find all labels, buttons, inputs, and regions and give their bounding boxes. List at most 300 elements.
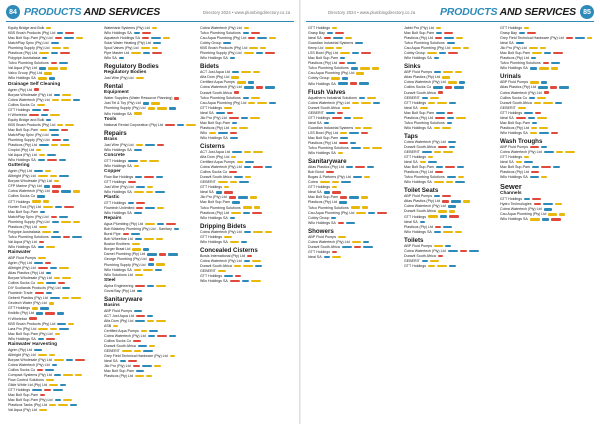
listing-marker — [147, 285, 154, 287]
listing-marker — [223, 42, 231, 44]
listing-marker — [332, 181, 339, 183]
listing-marker — [135, 274, 143, 276]
company-name: National Rental Corporation (Pty) Ltd — [104, 122, 163, 127]
company-name: Tufco Plumbing Solutions — [8, 61, 49, 66]
listing-marker — [145, 223, 155, 225]
listing-marker — [251, 280, 261, 282]
listing-marker — [434, 151, 441, 153]
company-listing — [308, 151, 400, 156]
company-name: Wilo Holdings SA — [404, 125, 432, 130]
listing-marker — [361, 52, 371, 54]
company-listing — [200, 136, 292, 141]
listing-marker — [537, 117, 547, 119]
category-heading: Dripping Bidets — [200, 222, 247, 230]
company-name: Duravit South Africa — [404, 144, 436, 149]
company-name: Plumbing Supply (Pty) Ltd — [104, 106, 146, 111]
company-name: H Whelebar — [8, 112, 27, 117]
company-name: GTT Holdings — [308, 26, 331, 30]
company-name: KBS Brush Products (Pty) Ltd — [8, 122, 56, 127]
listing-marker — [463, 47, 469, 49]
company-name: Equity Bridge and Bulk — [8, 26, 45, 30]
listing-marker — [128, 360, 137, 362]
company-name: Just Tel & Toy (Pty) Ltd — [104, 101, 141, 106]
listing-marker — [243, 265, 253, 267]
listing-marker — [40, 129, 47, 131]
listing-marker — [32, 389, 42, 391]
listing-marker — [75, 359, 85, 361]
company-name: Wilo Solutions Ltd — [104, 272, 133, 277]
company-name: Mac Bolt Sup-Pam — [8, 127, 38, 132]
company-name: Bowls International (Pty) Ltd — [200, 253, 245, 258]
company-name: Wilo Holdings SA — [200, 239, 228, 244]
company-name: Geberit Plastics (Pty) Ltd — [8, 296, 48, 301]
listing-marker — [218, 181, 228, 183]
listing-marker — [356, 72, 364, 74]
category-heading: Repairs — [104, 129, 127, 137]
listing-marker — [154, 365, 161, 367]
category-heading: Toilets — [404, 236, 424, 244]
company-name: GTT Holdings — [500, 197, 523, 202]
listing-marker — [435, 171, 443, 173]
listing-marker — [136, 77, 144, 79]
listing-marker — [63, 374, 73, 376]
listing-marker — [155, 191, 165, 193]
company-name: Mac Bolt Sup-Pam — [200, 200, 230, 205]
section-title-products: PRODUCTS — [439, 6, 498, 18]
company-name: GTT Holdings — [8, 306, 31, 311]
listing-marker — [128, 160, 138, 162]
listing-marker — [70, 404, 77, 406]
company-name: Allbright (Pty) Ltd — [8, 266, 36, 271]
listing-marker — [134, 350, 141, 352]
listing-marker — [58, 404, 68, 406]
listing-marker — [231, 156, 236, 158]
company-name: Pipe Master Ltd — [104, 51, 130, 56]
company-name: Tufco Plumbing Solutions — [200, 31, 241, 36]
company-name: Bob Bond — [308, 170, 324, 175]
listing-marker — [351, 206, 360, 208]
listing-marker — [438, 210, 447, 212]
category-heading: Sanitaryware — [104, 295, 143, 303]
listing-marker — [149, 258, 154, 260]
listing-marker — [428, 161, 437, 163]
company-name: Mac Bolt Sup-Pam (Pty) Ltd — [8, 398, 53, 403]
listing-marker — [244, 260, 250, 262]
listing-marker — [538, 86, 548, 88]
listing-marker — [142, 37, 149, 39]
listing-marker — [346, 222, 355, 224]
listing-marker — [66, 359, 73, 361]
company-name: Wilo Holdings SA — [8, 158, 36, 163]
listing-marker — [342, 246, 352, 248]
company-name: Grey Field Technical Hardware (Pty) Ltd — [500, 36, 564, 41]
listing-marker — [68, 323, 74, 325]
listing-marker — [436, 166, 443, 168]
listing-marker — [539, 132, 549, 134]
company-name: Wilo Holdings SA — [104, 189, 132, 194]
company-name: Mac Bolt Sup-Pam — [200, 120, 230, 125]
company-name: Croplot (Pty) Ltd — [8, 148, 35, 153]
listing-marker — [353, 117, 363, 119]
company-name: Cobra Watertech (Pty) Ltd — [404, 139, 446, 144]
company-name: Plasticos (Pty) Ltd — [404, 36, 433, 41]
listing-marker — [355, 42, 363, 44]
listing-marker — [146, 191, 153, 193]
section-title-services: AND SERVICES — [497, 6, 576, 18]
company-name: Flow Control Solutions — [8, 378, 44, 383]
listing-column — [308, 26, 400, 418]
listing-marker — [336, 47, 342, 49]
company-name: GTT Holdings — [200, 105, 223, 110]
listing-marker — [555, 203, 562, 205]
category-heading: Sewer — [500, 182, 522, 192]
listing-marker — [342, 107, 350, 109]
listing-marker — [49, 77, 55, 79]
company-name: Lara Pro (Pty) Ltd — [8, 326, 37, 331]
listing-marker — [239, 181, 249, 183]
company-listing — [308, 221, 400, 226]
company-name: Duravit South Africa — [404, 90, 436, 95]
listing-marker — [351, 67, 358, 69]
company-name: LSS Bowl (Pty) Ltd — [308, 130, 339, 135]
listing-marker — [320, 181, 330, 183]
listing-marker — [61, 99, 71, 101]
company-name: Cobra Watertech (Pty) Ltd — [404, 248, 446, 253]
listing-marker — [52, 364, 57, 366]
listing-columns — [308, 26, 592, 418]
listing-marker — [456, 117, 466, 119]
listing-marker — [531, 57, 536, 59]
company-name: Duravit South Africa — [404, 253, 436, 258]
listing-marker — [331, 77, 340, 79]
listing-marker — [40, 394, 45, 396]
company-name: Mac Bolt Sup-Pam — [308, 195, 338, 200]
company-name: Tufco Plumbing Solutions — [308, 205, 349, 210]
listing-marker — [123, 233, 129, 235]
listing-marker — [133, 340, 141, 342]
listing-marker — [144, 176, 154, 178]
listing-marker — [65, 124, 74, 126]
company-name: Collins Socks Co — [8, 367, 36, 372]
listing-marker — [363, 241, 369, 243]
company-name: Certified Aqua Pumps — [200, 160, 235, 165]
company-name: Tufco Plumbing Solutions — [404, 175, 445, 180]
listing-marker — [39, 144, 49, 146]
company-name: Agrim (Pty) Ltd — [8, 169, 32, 174]
listing-marker — [59, 267, 69, 269]
listing-marker — [46, 119, 51, 121]
listing-marker — [256, 52, 263, 54]
listing-marker — [36, 312, 43, 314]
company-name: Cobra Watertech (Pty) Ltd — [104, 333, 146, 338]
company-name: Cobra Watertech (Pty) Ltd — [404, 204, 446, 209]
listing-marker — [430, 260, 439, 262]
listing-marker — [156, 263, 165, 265]
listing-marker — [349, 196, 359, 198]
listing-marker — [332, 251, 337, 253]
company-listing — [404, 56, 496, 61]
listing-marker — [447, 117, 454, 119]
listing-marker — [45, 312, 55, 314]
listing-marker — [347, 62, 356, 64]
listing-marker — [455, 71, 462, 73]
listing-marker — [59, 62, 68, 64]
listing-marker — [63, 47, 69, 49]
listing-marker — [143, 269, 153, 271]
listing-marker — [152, 27, 157, 29]
listing-marker — [54, 180, 59, 182]
listing-marker — [543, 62, 549, 64]
listing-marker — [238, 196, 248, 198]
company-name: Wilo Holdings SA — [200, 56, 228, 61]
listing-marker — [434, 127, 440, 129]
listing-marker — [148, 335, 155, 337]
company-name: Duravit South Africa — [200, 263, 232, 268]
listing-marker — [543, 102, 553, 104]
listing-marker — [575, 37, 585, 39]
company-name: Wilo Holdings SA — [8, 76, 36, 81]
listing-marker — [333, 37, 343, 39]
listing-marker — [269, 37, 276, 39]
listing-marker — [37, 195, 45, 197]
company-name: Atlas Plastics (Pty) Ltd — [404, 199, 440, 204]
listing-marker — [446, 181, 453, 183]
listing-marker — [326, 112, 335, 114]
listing-marker — [443, 231, 453, 233]
subcategory-heading: Brass — [104, 136, 118, 142]
listing-marker — [55, 37, 62, 39]
listing-marker — [556, 151, 563, 153]
listing-marker — [151, 37, 161, 39]
listing-marker — [443, 226, 452, 228]
category-heading: Sanitaryware — [308, 158, 347, 166]
company-listing — [8, 408, 100, 413]
company-name: Borpax Wholesale (Pty) Ltd — [8, 276, 52, 281]
company-name: Guardian Industrial Systems — [308, 125, 354, 130]
company-name: Plumbing Supply (Pty) Ltd — [200, 51, 242, 56]
listing-marker — [37, 282, 44, 284]
listing-marker — [539, 127, 548, 129]
listing-marker — [541, 146, 547, 148]
listing-marker — [224, 275, 233, 277]
company-name: Jabbi Pro (Pty) Ltd — [404, 26, 434, 30]
company-name: Agrim (Pty) Ltd — [8, 87, 32, 92]
company-name: Tufco Plumbing Solutions — [8, 234, 49, 239]
listing-marker — [168, 253, 178, 255]
listing-marker — [62, 94, 71, 96]
listing-marker — [442, 76, 450, 78]
listing-marker — [136, 207, 143, 209]
listing-marker — [135, 238, 142, 240]
listing-marker — [447, 176, 456, 178]
company-name: Val Aqua (Pty) Ltd — [8, 239, 37, 244]
company-name: Bob Wheelbar Ltd — [104, 237, 133, 242]
listing-marker — [565, 151, 575, 153]
company-name: Duravit South Africa — [404, 209, 436, 214]
listing-marker — [435, 37, 442, 39]
listing-marker — [131, 52, 141, 54]
listing-marker — [327, 32, 333, 34]
category-heading: Cisterns — [200, 142, 225, 150]
listing-marker — [269, 102, 276, 104]
company-name: Cobra Watertech (Pty) Ltd — [500, 207, 542, 212]
listing-marker — [448, 250, 458, 252]
company-name: Wilo — [200, 130, 207, 135]
company-name: Cobra Watertech (Pty) Ltd — [308, 239, 350, 244]
listing-marker — [248, 102, 255, 104]
listing-marker — [61, 129, 68, 131]
company-name: Cau Aqua Plumbing (Pty) Ltd — [200, 100, 247, 105]
listing-marker — [458, 176, 464, 178]
company-name: Wilo Holdings SA — [200, 215, 228, 220]
listing-marker — [459, 81, 465, 83]
listing-marker — [455, 231, 462, 233]
company-name: Wilo Holdings SA — [104, 111, 132, 116]
listing-marker — [555, 102, 562, 104]
company-name: Jilo Pro (Pty) Ltd — [104, 364, 131, 369]
listing-marker — [147, 320, 154, 322]
company-name: Plasticos (Pty) Ltd — [500, 56, 529, 61]
listing-marker — [265, 231, 272, 233]
listing-marker — [136, 144, 143, 146]
company-name: Cobby Group — [308, 215, 330, 220]
listing-marker — [529, 97, 535, 99]
company-name: Wilo Holdings SA — [104, 147, 132, 152]
listing-marker — [50, 175, 57, 177]
listing-marker — [436, 32, 442, 34]
listing-marker — [148, 107, 155, 109]
listing-marker — [439, 52, 446, 54]
section-title — [440, 6, 576, 18]
company-name: Cobra Watertech (Pty) Ltd — [8, 362, 50, 367]
listing-marker — [239, 127, 248, 129]
listing-marker — [332, 256, 341, 258]
listing-marker — [134, 149, 142, 151]
listing-marker — [345, 37, 352, 39]
company-name: Plasticos (Pty) Ltd — [200, 125, 229, 130]
listing-marker — [335, 32, 344, 34]
listing-marker — [530, 67, 537, 69]
listing-marker — [531, 171, 539, 173]
company-name: Hunter Tool (Pty) Ltd — [8, 204, 41, 209]
company-name: Equity Bridge and Bulk — [8, 117, 45, 122]
listing-marker — [55, 333, 60, 335]
company-name: ABP Fluid Pumps — [8, 255, 37, 260]
listing-marker — [242, 280, 249, 282]
listing-marker — [449, 210, 455, 212]
company-name: Grasp Bay — [500, 31, 517, 36]
listing-marker — [32, 200, 41, 202]
listing-marker — [420, 221, 425, 223]
company-name: Flowtech Trade — [8, 291, 33, 296]
listing-marker — [265, 86, 275, 88]
company-name: Certified Aqua Pumps — [200, 80, 235, 85]
company-name: Plasticos (Pty) Ltd — [500, 125, 529, 130]
listing-marker — [71, 297, 81, 299]
company-name: Water Supplies (Water Resource Planning) — [104, 96, 173, 101]
listing-marker — [356, 212, 366, 214]
listing-marker — [51, 52, 58, 54]
company-name: Collins Socks Co — [8, 102, 36, 107]
listing-marker — [448, 81, 457, 83]
listing-marker — [58, 282, 65, 284]
listing-marker — [351, 147, 361, 149]
company-name: Atlas Plastics (Pty) Ltd — [404, 75, 440, 80]
listing-marker — [368, 212, 375, 214]
company-name: Aquatherm Industrial Solutions — [308, 95, 357, 100]
company-name: Mac Bolt Sup-Pam — [104, 369, 134, 374]
listing-marker — [39, 154, 45, 156]
category-heading: Flush Valves — [308, 88, 346, 96]
listing-marker — [134, 32, 140, 34]
listing-marker — [438, 91, 443, 93]
listing-marker — [76, 37, 83, 39]
listing-marker — [73, 221, 80, 223]
listing-marker — [362, 206, 368, 208]
listing-marker — [156, 285, 166, 287]
listing-marker — [534, 102, 541, 104]
company-listing — [104, 289, 196, 294]
subcategory-heading: Basins — [104, 302, 120, 308]
listing-marker — [156, 176, 163, 178]
listing-marker — [232, 71, 239, 73]
listing-marker — [39, 67, 46, 69]
listing-marker — [55, 399, 61, 401]
listing-marker — [131, 233, 140, 235]
company-name: Valco Group (Pty) Ltd — [8, 71, 43, 76]
company-name: Allbright (Pty) Ltd — [8, 352, 36, 357]
listing-marker — [163, 37, 170, 39]
listing-marker — [40, 307, 49, 309]
listing-marker — [361, 132, 368, 134]
listing-marker — [134, 310, 142, 312]
company-name: GEBERIT — [404, 95, 420, 100]
listing-marker — [230, 132, 237, 134]
listing-marker — [177, 124, 184, 126]
listing-column — [104, 26, 196, 418]
listing-marker — [544, 52, 551, 54]
company-name: Cobra Watertech (Pty) Ltd — [8, 189, 50, 194]
listing-marker — [527, 32, 536, 34]
company-listing — [308, 82, 400, 87]
listing-marker — [340, 52, 350, 54]
company-name: Plasticos (Pty) Ltd — [8, 224, 37, 229]
company-name: Cobra Watertech (Pty) Ltd — [500, 90, 542, 95]
listing-marker — [359, 82, 369, 84]
subcategory-heading: Channels — [500, 191, 522, 197]
listing-marker — [244, 231, 251, 233]
company-name: H Whelebar — [8, 316, 27, 321]
company-name: Tufco Plumbing Solutions — [404, 41, 445, 46]
listing-marker — [149, 345, 155, 347]
company-name: Wilo Holdings SA — [104, 267, 132, 272]
header-divider — [306, 21, 594, 22]
listing-marker — [57, 323, 66, 325]
listing-marker — [132, 248, 141, 250]
listing-marker — [216, 191, 222, 193]
listing-marker — [59, 175, 69, 177]
company-name: GEBERIT — [200, 268, 216, 273]
listing-marker — [251, 32, 260, 34]
company-name: Val Aqua (Pty) Ltd — [8, 153, 37, 158]
company-name: Tufco Plumbing Solutions — [308, 146, 349, 151]
listing-marker — [587, 37, 592, 39]
listing-marker — [75, 374, 82, 376]
category-heading: Rental — [104, 83, 123, 91]
listing-marker — [43, 200, 49, 202]
listing-marker — [62, 297, 69, 299]
listing-marker — [135, 285, 145, 287]
